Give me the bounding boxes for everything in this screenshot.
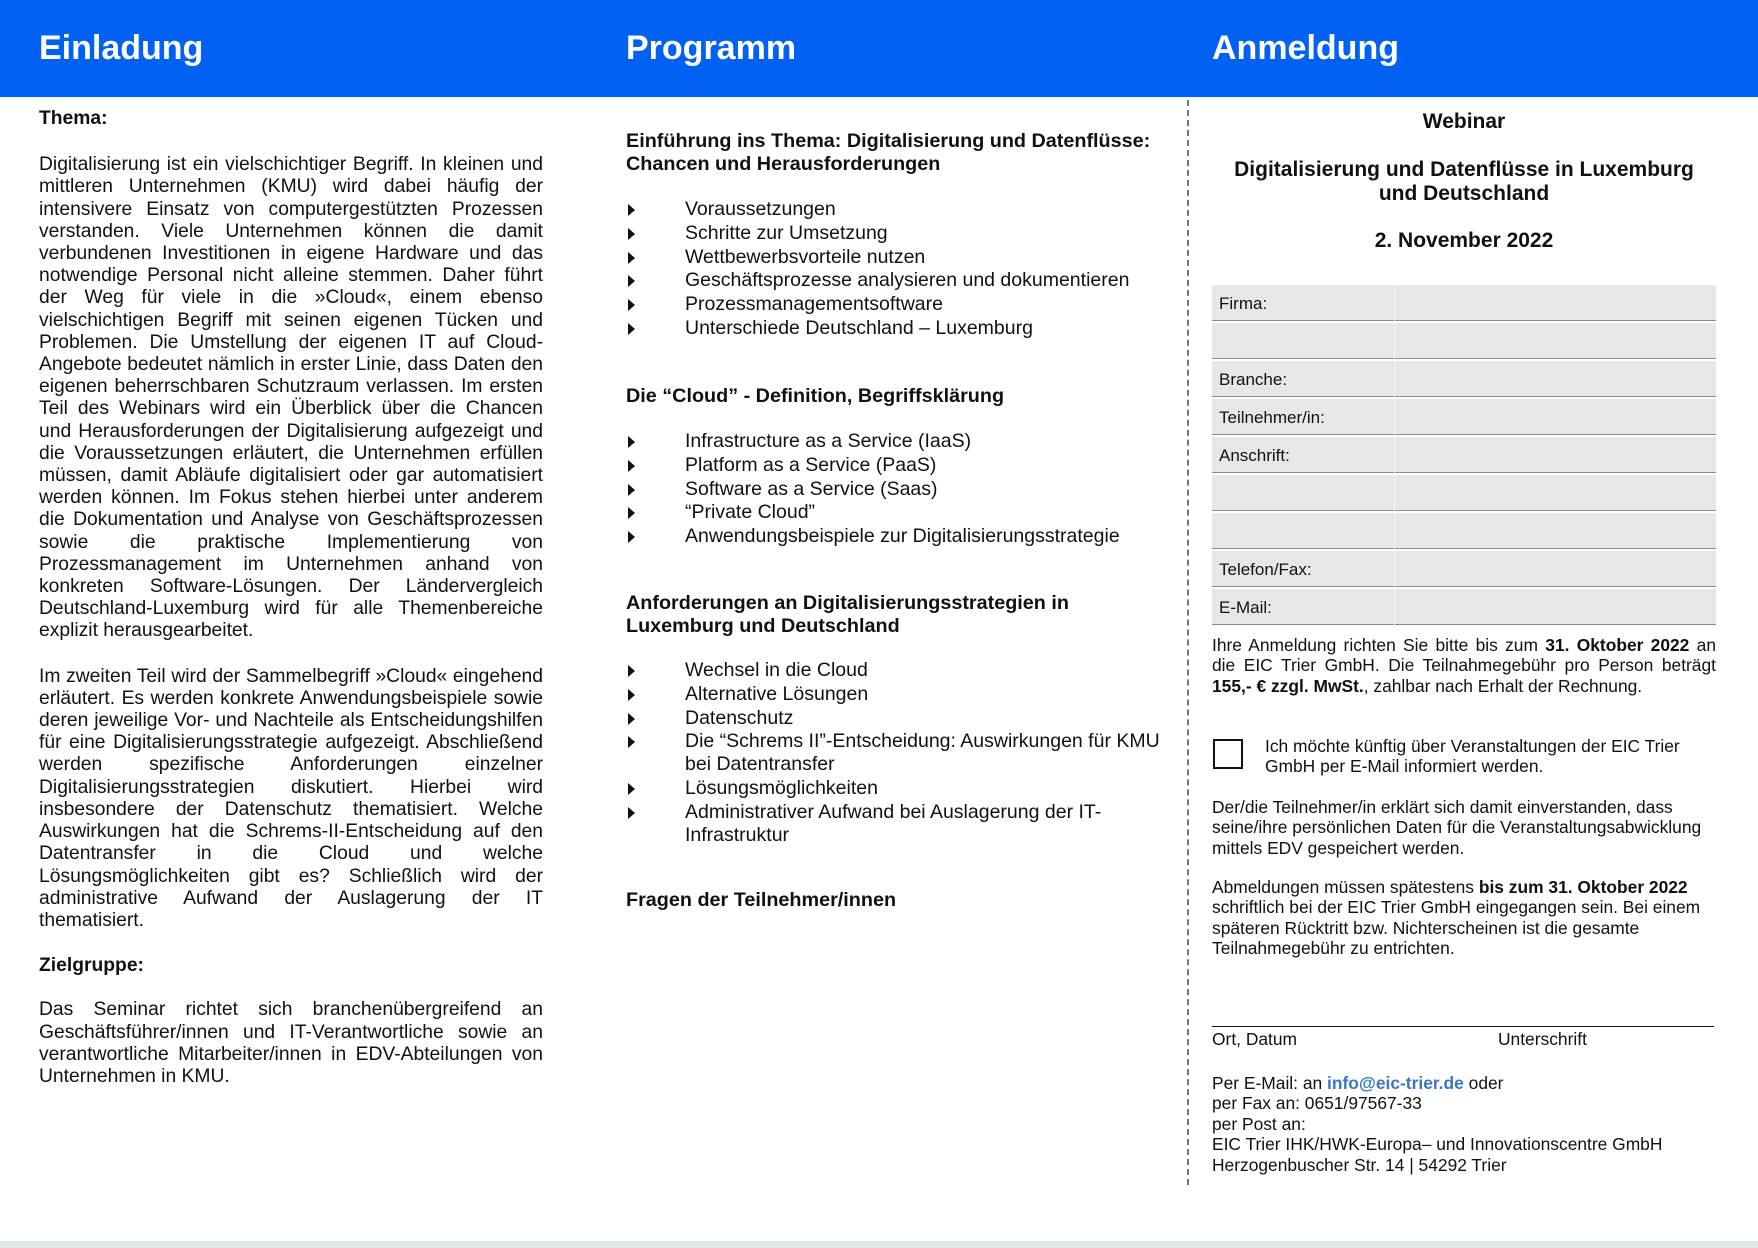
arrow-bullet-icon — [628, 736, 635, 748]
email-label: E-Mail: — [1219, 598, 1272, 617]
contact-block — [1212, 1073, 1716, 1175]
arrow-bullet-icon — [628, 323, 635, 335]
email-link[interactable]: info@eic-trier.de — [1327, 1073, 1464, 1093]
arrow-bullet-icon — [628, 275, 635, 287]
contact-email-line: Per E-Mail: an info@eic-trier.de oder — [1212, 1073, 1504, 1093]
section-2-list — [626, 430, 1166, 549]
newsletter-checkbox-label: Ich möchte künftig über Veranstaltungen der EIC Trier GmbH per E-Mail informiert werden. — [1265, 736, 1680, 777]
arrow-bullet-icon — [628, 689, 635, 701]
list-item: Schritte zur Umsetzung — [626, 222, 1166, 245]
arrow-bullet-icon — [628, 507, 635, 519]
anschrift-label: Anschrift: — [1219, 446, 1290, 465]
contact-address: Herzogenbuscher Str. 14 | 54292 Trier — [1212, 1154, 1507, 1175]
list-item: Infrastructure as a Service (IaaS) — [626, 430, 1166, 453]
arrow-bullet-icon — [628, 436, 635, 448]
webinar-date: 2. November 2022 — [1374, 229, 1554, 252]
programm-heading: Programm — [626, 29, 797, 67]
section-1-title: Einführung ins Thema: Digitalisierung und Datenflüsse: Chancen und Herausforderungen — [626, 130, 1151, 175]
anschrift-field[interactable] — [1212, 437, 1716, 475]
zielgruppe-paragraph: Das Seminar richtet sich branchenübergreifend an Geschäftsführer/innen und IT-Verantwortliche sowie an verantwortliche Mitarbeiter/innen in EDV-Abteilungen von Unternehmen in KMU. — [39, 999, 543, 1087]
section-3-list — [626, 659, 1166, 848]
unterschrift-label: Unterschrift — [1498, 1029, 1587, 1049]
telefon-field[interactable] — [1212, 551, 1716, 589]
telefon-label: Telefon/Fax: — [1219, 560, 1312, 579]
arrow-bullet-icon — [628, 531, 635, 543]
email-field[interactable] — [1212, 589, 1716, 627]
list-item: Geschäftsprozesse analysieren und dokumentieren — [626, 269, 1166, 292]
list-item: Administrativer Aufwand bei Auslagerung der IT-Infrastruktur — [626, 801, 1166, 847]
dashed-divider — [1187, 100, 1189, 1185]
cancellation-text: Abmeldungen müssen spätestens bis zum 31. Oktober 2022 schriftlich bei der EIC Trier GmbH eingegangen sein. Bei einem späteren Rücktritt bzw. Nichterscheinen ist die gesamte Teilnahmegebühr zu entrichten. — [1212, 877, 1701, 959]
list-item: Software as a Service (Saas) — [626, 478, 1166, 501]
arrow-bullet-icon — [628, 713, 635, 725]
list-item: “Private Cloud” — [626, 501, 1166, 524]
list-item: Lösungsmöglichkeiten — [626, 777, 1166, 800]
deadline-text: Ihre Anmeldung richten Sie bitte bis zum 31. Oktober 2022 an die EIC Trier GmbH. Die Teilnahmegebühr pro Person beträgt 155,- € zzgl. MwSt., zahlbar nach Erhalt der Rechnung. — [1212, 635, 1716, 696]
bottom-border — [0, 1241, 1758, 1248]
branche-label: Branche: — [1219, 370, 1288, 389]
firma-field-line-2[interactable] — [1212, 323, 1716, 361]
section-2-title: Die “Cloud” - Definition, Begriffsklärung — [626, 385, 1005, 407]
arrow-bullet-icon — [628, 460, 635, 472]
list-item: Datenschutz — [626, 707, 1166, 730]
list-item: Anwendungsbeispiele zur Digitalisierungsstrategie — [626, 525, 1166, 548]
thema-heading: Thema: — [39, 108, 108, 129]
einladung-column — [39, 97, 543, 1088]
anschrift-field-line-3[interactable] — [1212, 513, 1716, 551]
consent-text: Der/die Teilnehmer/in erklärt sich damit einverstanden, dass seine/ihre persönlichen Daten für die Veranstaltungsabwicklung mittels EDV gespeichert werden. — [1212, 797, 1702, 858]
arrow-bullet-icon — [628, 252, 635, 264]
list-item: Platform as a Service (PaaS) — [626, 454, 1166, 477]
list-item: Alternative Lösungen — [626, 683, 1166, 706]
zielgruppe-heading: Zielgruppe: — [39, 955, 144, 977]
arrow-bullet-icon — [628, 807, 635, 819]
contact-fax: per Fax an: 0651/97567-33 — [1212, 1093, 1422, 1114]
firma-field[interactable] — [1212, 285, 1716, 323]
arrow-bullet-icon — [628, 783, 635, 795]
teilnehmer-field[interactable] — [1212, 399, 1716, 437]
teilnehmer-label: Teilnehmer/in: — [1219, 408, 1325, 427]
webinar-label: Webinar — [1422, 110, 1506, 133]
header-bar — [0, 0, 1758, 97]
arrow-bullet-icon — [628, 228, 635, 240]
arrow-bullet-icon — [628, 484, 635, 496]
thema-paragraph-1: Digitalisierung ist ein vielschichtiger Begriff. In kleinen und mittleren Unternehmen (KMU) wird dabei häufig der intensivere Einsatz von computergestützten Prozessen verstanden. Viele Unternehmen können die damit verbundenen Investitionen in eigene Hardware und das notwendige Personal nicht alleine stemmen. Daher führt der Weg für viele in die »Cloud«, einem ebenso vielschichtigen Begriff mit seinen eigenen Tücken und Problemen. Die Umstellung der eigenen IT auf Cloud-Angebote bedeutet nämlich in erster Linie, dass Daten den eigenen beherrschbaren Schutzraum verlassen. Im ersten Teil des Webinars wird ein Überblick über die Chancen und Herausforderungen der Digitalisierung aufgezeigt und die Voraussetzungen erläutert, die Unternehmen erfüllen müssen, damit Abläufe digitalisiert oder gar automatisiert werden können. Im Fokus stehen hierbei unter anderem die Dokumentation und Analyse von Geschäftsprozessen sowie die praktische Implementierung von Prozessmanagement im Unternehmen anhand von konkreten Software-Lösungen. Der Ländervergleich Deutschland-Luxemburg wird für alle Themenbereiche explizit herausgearbeitet. — [39, 154, 543, 642]
arrow-bullet-icon — [628, 299, 635, 311]
ort-datum-label: Ort, Datum — [1212, 1029, 1298, 1049]
signature-line[interactable] — [1212, 1026, 1714, 1027]
arrow-bullet-icon — [628, 665, 635, 677]
webinar-title: Digitalisierung und Datenflüsse in Luxemburg und Deutschland — [1234, 158, 1694, 205]
anschrift-field-line-2[interactable] — [1212, 475, 1716, 513]
section-4-title: Fragen der Teilnehmer/innen — [626, 889, 897, 911]
registration-form — [1212, 285, 1716, 627]
arrow-bullet-icon — [628, 204, 635, 216]
list-item: Prozessmanagementsoftware — [626, 293, 1166, 316]
thema-paragraph-2: Im zweiten Teil wird der Sammelbegriff »Cloud« eingehend erläutert. Es werden konkrete Anwendungsbeispiele sowie deren jeweilige Vor- und Nachteile als Entscheidungshilfen für eine Digitalisierungsstrategie aufgezeigt. Abschließend werden spezifische Anforderungen einzelner Digitalisierungsstrategien diskutiert. Hierbei wird insbesondere der Datenschutz thematisiert. Welche Auswirkungen hat die Schrems-II-Entscheidung auf den Datentransfer in die Cloud und welche Lösungsmöglichkeiten gibt es? Schließlich wird der administrative Aufwand der Auslagerung der IT thematisiert. — [39, 665, 543, 931]
einladung-heading: Einladung — [39, 29, 204, 67]
contact-org: EIC Trier IHK/HWK-Europa– und Innovationscentre GmbH — [1212, 1134, 1663, 1155]
list-item: Wettbewerbsvorteile nutzen — [626, 246, 1166, 269]
list-item: Voraussetzungen — [626, 198, 1166, 221]
contact-post: per Post an: — [1212, 1113, 1306, 1134]
section-3-title: Anforderungen an Digitalisierungsstrategien in Luxemburg und Deutschland — [626, 592, 1069, 637]
firma-label: Firma: — [1219, 294, 1268, 313]
list-item: Wechsel in die Cloud — [626, 659, 1166, 682]
branche-field[interactable] — [1212, 361, 1716, 399]
anmeldung-heading: Anmeldung — [1212, 29, 1399, 67]
section-1-list — [626, 198, 1166, 341]
list-item: Unterschiede Deutschland – Luxemburg — [626, 317, 1166, 340]
newsletter-checkbox[interactable] — [1213, 739, 1243, 769]
list-item: Die “Schrems II”-Entscheidung: Auswirkungen für KMU bei Datentransfer — [626, 730, 1166, 776]
